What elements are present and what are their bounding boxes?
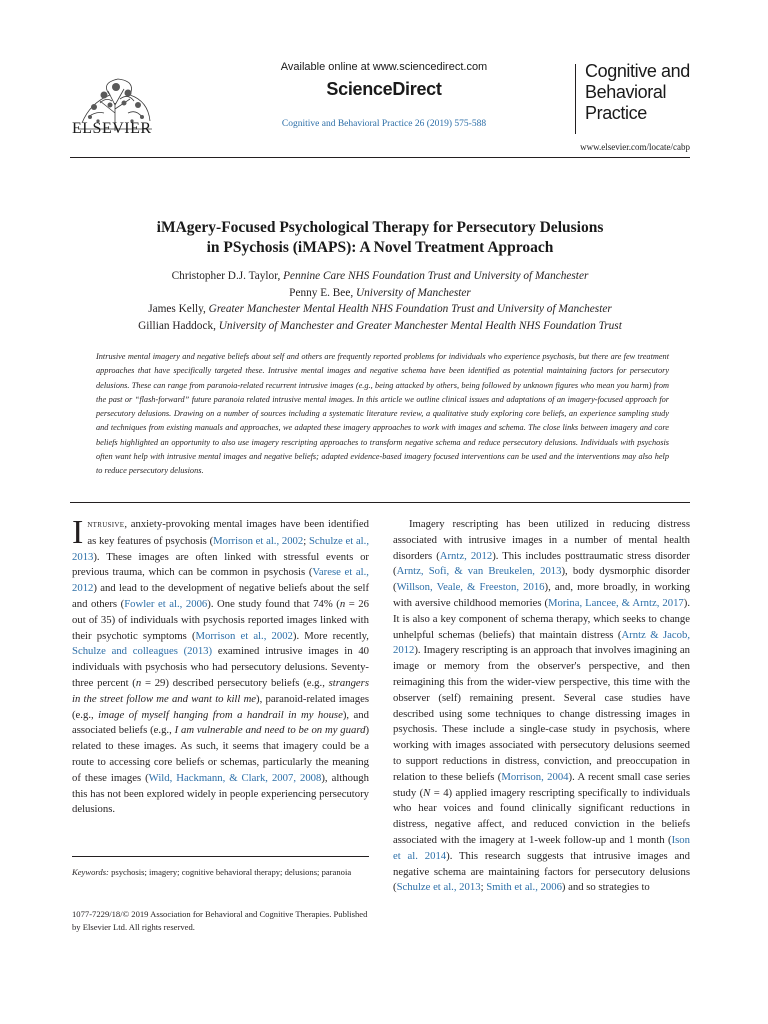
publisher-wordmark: ELSEVIER — [72, 120, 152, 137]
copyright-notice: 1077-7229/18/© 2019 Association for Behavioral and Cognitive Therapies. Published by Elsevier Ltd. All rights reserved. — [72, 909, 368, 932]
citation-link[interactable]: Fowler et al., 2006 — [124, 597, 208, 610]
author-line — [70, 268, 690, 285]
citation-link[interactable]: Arntz, Sofi, & van Breukelen, 2013 — [396, 565, 562, 578]
body-text: ). This research suggests that intrusive images and negative schema are maintaining factors for persecutory delusions ( — [393, 849, 690, 894]
author-affiliation: University of Manchester and Greater Manchester Mental Health NHS Foundation Trust — [218, 319, 622, 332]
citation-link[interactable]: Schulze et al., 2013 — [396, 881, 481, 894]
journal-url-link[interactable]: www.elsevier.com/locate/cabp — [580, 142, 690, 152]
citation-link[interactable]: Morrison, 2004 — [501, 770, 569, 783]
abstract-rule — [70, 502, 690, 503]
body-text: ). A recent small case series study ( — [393, 770, 691, 799]
journal-title-line: Cognitive and — [585, 61, 690, 81]
author-name: Christopher D.J. Taylor, — [171, 270, 281, 282]
body-text: Imagery rescripting has been utilized in reducing distress associated with intrusive images in a number of mental health disorders ( — [393, 518, 690, 562]
author-line — [70, 285, 690, 302]
keywords-label: Keywords: — [72, 867, 109, 877]
author-line — [70, 318, 690, 335]
author-name: James Kelly, — [148, 303, 206, 315]
citation-link[interactable]: Schulze et al., 2013 — [72, 534, 370, 563]
body-text: ). These images are often linked with stressful events or previous trauma, which can be common in psychosis ( — [72, 550, 369, 579]
body-text: = 4) applied imagery rescripting specifically to individuals who hear voices and found clinically significant reductions in distress, negative affect, and reduced conviction in the beliefs associated with the imagery at 1-week follow-up and 1 month ( — [393, 786, 691, 846]
body-text: ). Imagery rescripting is an approach that involves imagining an image or memory from the observer's perspective, and then reimagining this from the wider-view perspective, this time with the observer (self) remaining present. Several case studies have described using some techniques to change distressing images in psychosis. These include a single-case study in psychosis, where working with images associated with persecutory delusions seemed to support reductions in distress, conviction, and preoccupation in relation to these beliefs ( — [393, 644, 690, 783]
body-text: ). It is also a key component of schema therapy, which seeks to change unhelpful schemas (beliefs) that maintain distress ( — [393, 596, 690, 641]
body-text: , anxiety-provoking mental images have been identified as key features of psychosis ( — [87, 518, 369, 547]
citation-link[interactable]: Arntz & Jacob, 2012 — [393, 628, 690, 657]
italic-text: n — [135, 676, 142, 689]
body-text: ) and lead to the development of negative beliefs about the self and others ( — [72, 582, 369, 610]
body-column-left — [72, 514, 370, 818]
journal-title-line: Practice — [585, 103, 647, 123]
body-text: ). More recently, — [292, 629, 369, 642]
body-text: ; — [303, 534, 309, 547]
citation-link[interactable]: Morina, Lancee, & Arntz, 2017 — [548, 596, 684, 609]
citation-link[interactable]: Wild, Hackmann, & Clark, 2007, 2008 — [148, 771, 322, 784]
citation-link[interactable]: Smith et al., 2006 — [486, 881, 562, 894]
citation-link[interactable]: Morrison et al., 2002 — [195, 629, 293, 642]
right-column-text — [393, 518, 690, 893]
body-text: ) related to these images. As such, it seems that imagery could be a route to accessing core beliefs or schemas, particularly the meaning of these images ( — [72, 724, 369, 784]
author-affiliation: University of Manchester — [356, 286, 471, 299]
body-text: = 29) described persecutory beliefs (e.g., — [141, 676, 329, 689]
body-text: ; — [480, 881, 487, 894]
keywords-rule — [72, 856, 369, 857]
body-text: ), although this has not been explored widely in people experiencing persecutory delusions. — [72, 771, 369, 816]
citation-link[interactable]: Ison et al. 2014 — [393, 833, 690, 862]
drop-cap: I — [72, 514, 84, 551]
author-affiliation: Pennine Care NHS Foundation Trust and University of Manchester — [283, 270, 589, 282]
author-name: Gillian Haddock, — [138, 319, 216, 332]
citation-link[interactable]: Willson, Veale, & Freeston, 2016 — [396, 581, 545, 594]
body-text: ). One study found that 74% ( — [207, 597, 340, 610]
italic-text: I am vulnerable and need to be on my guard — [174, 724, 366, 737]
article-title-line-1: iMAgery-Focused Psychological Therapy for Persecutory Delusions — [156, 219, 604, 236]
body-text: examined intrusive images in 40 individuals with psychosis who had persecutory delusions. Seventy-three percent ( — [72, 645, 370, 689]
journal-title-divider — [575, 64, 576, 134]
body-column-right — [393, 517, 690, 896]
citation-link[interactable]: Morrison et al., 2002 — [213, 534, 304, 547]
abstract: Intrusive mental imagery and negative beliefs about self and others are frequently reported problems for individuals who experience psychosis, but there are few treatment approaches that have specifically targeted these. Intrusive mental images and negative schema have been identified as potential maintaining factors for persecutory delusions. These can range from paranoia-related recurrent intrusive images (e.g., being attacked by others, being followed by unknown figures who mean you harm) from the past or “flash-forward” future paranoia related intrusive mental images. In this article we outline clinical issues and adaptations of an imagery-focused approach for persecutory delusions. Drawing on a number of sources including a systematic literature review, a qualitative study exploring core beliefs, an experience sampling study and techniques from existing manuals and approaches, we adapted these imagery approaches to work with images and schema. The close links between imagery and core beliefs highlighted an opportunity to also use imagery rescripting approaches to transform negative schema and reduce persecutory delusions. Individuals with psychosis often want help with intrusive mental images and negative beliefs; adapted evidence-based imagery focused interventions can be used and the interventions may also help to reduce persecutory delusions. — [96, 352, 669, 476]
author-name: Penny E. Bee, — [289, 286, 354, 299]
journal-citation-link[interactable]: Cognitive and Behavioral Practice 26 (2019) 575-588 — [281, 119, 487, 129]
keywords — [72, 866, 369, 879]
keywords-list: psychosis; imagery; cognitive behavioral therapy; delusions; paranoia — [108, 867, 352, 877]
body-text: ), and, more broadly, in working with aversive childhood memories ( — [393, 581, 690, 609]
italic-text: strangers in the street follow me and want to kill me — [72, 676, 369, 705]
header-rule — [70, 157, 690, 158]
italic-text: N — [423, 786, 431, 799]
sciencedirect-wordmark[interactable]: ScienceDirect — [326, 79, 442, 99]
author-line — [70, 301, 690, 318]
available-online-text: Available online at www.sciencedirect.com — [280, 61, 488, 73]
italic-text: image of myself hanging from a handrail in my house — [98, 708, 343, 721]
body-text: ) and so strategies to — [561, 881, 650, 894]
journal-title — [585, 61, 695, 124]
citation-link[interactable]: Varese et al., 2012 — [72, 566, 369, 595]
article-title — [70, 218, 690, 258]
lead-smallcaps: ntrusive — [87, 520, 125, 530]
body-text: ), paranoid-related images (e.g., — [72, 692, 369, 721]
body-text: ), and associated beliefs (e.g., — [72, 708, 369, 737]
journal-title-line: Behavioral — [585, 82, 667, 102]
body-text: = 26 out of 35) of individuals with psychosis reported images linked with their psychotic symptoms ( — [72, 597, 369, 642]
citation-link[interactable]: Arntz, 2012 — [439, 549, 493, 562]
body-text: ). This includes posttraumatic stress disorder ( — [393, 549, 690, 578]
article-title-line-2: in PSychosis (iMAPS): A Novel Treatment Approach — [206, 239, 554, 256]
author-list — [70, 268, 690, 334]
italic-text: n — [339, 597, 346, 610]
author-affiliation: Greater Manchester Mental Health NHS Foundation Trust and University of Manchester — [208, 303, 612, 315]
left-column-text — [72, 514, 370, 816]
body-text: ), body dysmorphic disorder ( — [393, 565, 690, 594]
citation-link[interactable]: Schulze and colleagues (2013) — [72, 645, 213, 658]
